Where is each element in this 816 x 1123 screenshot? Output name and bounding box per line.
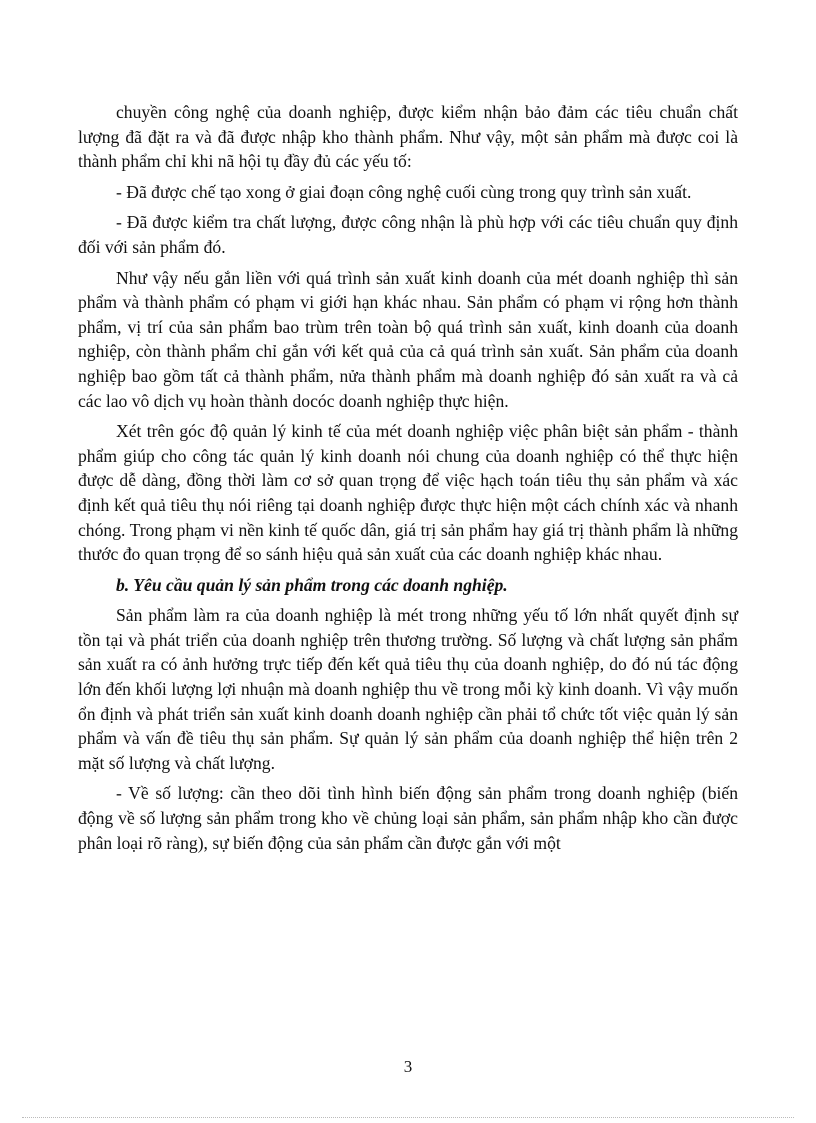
bullet-paragraph: - Đã được kiểm tra chất lượng, được công nhận là phù hợp với các tiêu chuẩn quy định đối với sản phẩm đó. [78,212,738,257]
page-number: 3 [403,1057,413,1076]
section-heading: b. Yêu cầu quản lý sản phẩm trong các doanh nghiệp. [116,574,508,595]
bullet-paragraph: - Về số lượng: cần theo dõi tình hình biến động sản phẩm trong doanh nghiệp (biến động về số lượng sản phẩm trong kho về chủng loại sản phẩm, sản phẩm nhập kho cần được phân loại rõ ràng), sự biến động của sản phẩm cần được gắn với một [78,783,738,853]
paragraph: chuyền công nghệ của doanh nghiệp, được kiểm nhận bảo đảm các tiêu chuẩn chất lượng đã đặt ra và đã được nhập kho thành phẩm. Như vậy, một sản phẩm mà được coi là thành phẩm chỉ khi nã hội tụ đầy đủ các yếu tố: [78,102,738,172]
bullet-paragraph: - Đã được chế tạo xong ở giai đoạn công nghệ cuối cùng trong quy trình sản xuất. [116,181,692,202]
paragraph: Sản phẩm làm ra của doanh nghiệp là mét trong những yếu tố lớn nhất quyết định sự tồn tại và phát triển của doanh nghiệp trên thương trường. Số lượng và chất lượng sản phẩm sản xuất ra có ảnh hưởng trực tiếp đến kết quả tiêu thụ của doanh nghiệp, do đó nú tác động lớn đến khối lượng lợi nhuận mà doanh nghiệp thu về trong mỗi kỳ kinh doanh. Vì vậy muốn ổn định và phát triển sản xuất kinh doanh doanh nghiệp cần phải tổ chức tốt việc quản lý sản phẩm và vấn đề tiêu thụ sản phẩm. Sự quản lý sản phẩm của doanh nghiệp thể hiện trên 2 mặt số lượng và chất lượng. [78,605,738,773]
page-bottom-divider [22,1117,794,1118]
paragraph: Xét trên góc độ quản lý kinh tế của mét doanh nghiệp việc phân biệt sản phẩm - thành phẩm giúp cho công tác quản lý kinh doanh nói chung của doanh nghiệp có thể thực hiện được dễ dàng, đồng thời làm cơ sở quan trọng để việc hạch toán tiêu thụ sản phẩm và xác định kết quả tiêu thụ nói riêng tại doanh nghiệp được thực hiện một cách chính xác và nhanh chóng. Trong phạm vi nền kinh tế quốc dân, giá trị sản phẩm hay giá trị thành phẩm là những thước đo quan trọng để so sánh hiệu quả sản xuất của các doanh nghiệp khác nhau. [78,421,738,565]
paragraph: Như vậy nếu gắn liền với quá trình sản xuất kinh doanh của mét doanh nghiệp thì sản phẩm và thành phẩm có phạm vi giới hạn khác nhau. Sản phẩm có phạm vi rộng hơn thành phẩm, vị trí của sản phẩm bao trùm trên toàn bộ quá trình sản xuất, kinh doanh của doanh nghiệp, còn thành phẩm chỉ gắn với kết quả của cả quá trình sản xuất. Sản phẩm của doanh nghiệp bao gồm tất cả thành phẩm, nửa thành phẩm mà doanh nghiệp đó sản xuất ra và cả các lao vô dịch vụ hoàn thành docóc doanh nghiệp thực hiện. [78,267,738,411]
document-body [78,100,738,861]
